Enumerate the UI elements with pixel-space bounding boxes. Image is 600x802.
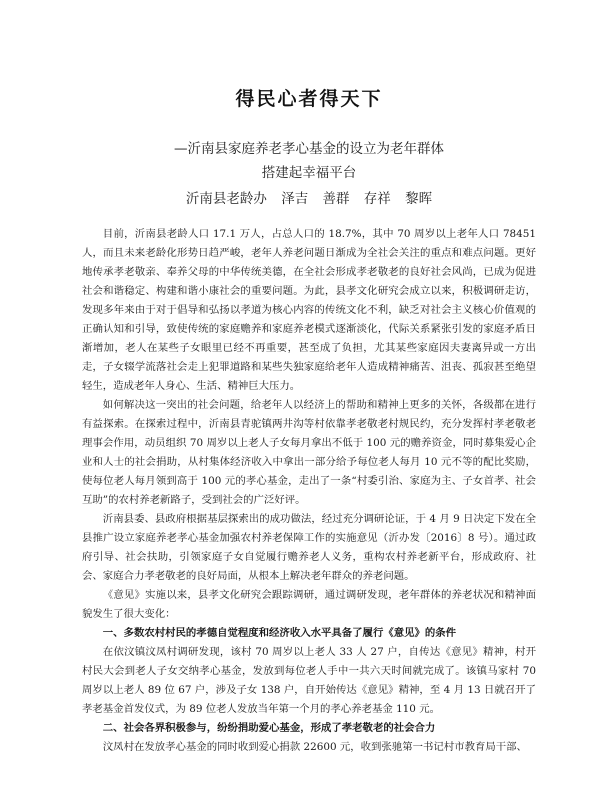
document-page bbox=[0, 84, 600, 802]
author-name: 存祥 bbox=[363, 191, 391, 207]
section-heading: 二、社会各界积极参与，纷纷捐助爱心基金，形成了孝老敬老的社会合力 bbox=[102, 722, 436, 734]
body-paragraph: 沂南县委、县政府根据基层探索出的成功做法，经过充分调研论证，于 4 月 9 日决定下发在全县推广设立家庭养老孝心基金加强农村养老保障工作的实施意见（沂办发〔2016〕8 号）。通过政府引导、社会扶助，引领家庭子女自觉履行赡养老人义务，重构农村养老新平台，形成政府、社会、家庭合力孝老敬老的良好局面，从根本上解决老年群众的养老问题。 bbox=[82, 513, 536, 582]
author-org: 沂南县老龄办 bbox=[185, 191, 267, 207]
body-paragraph: 汶凤村在发放孝心基金的同时收到爱心捐款 22600 元，收到张驰第一书记村市教育局干部、 bbox=[102, 741, 527, 753]
article-subtitle bbox=[82, 137, 536, 185]
body-paragraph: 在依汶镇汶凤村调研发现，该村 70 周岁以上老人 33 人 27 户，自传达《意见》精神，村开村民大会到老人子女交纳孝心基金，发放到每位老人手中一共六天时间就完成了。该镇马家村 70 周岁以上老人 89 位 67 户，涉及子女 138 户，自开始传达《意见》精神，至 4 月 13 日就召开了孝老基金首发仪式，为 89 位老人发放当年第一个月的孝心养老基金 110 元。 bbox=[82, 646, 536, 715]
author-name: 泽吉 bbox=[281, 191, 309, 207]
article-title: 得民心者得天下 bbox=[235, 88, 383, 110]
subtitle-line-1: —沂南县家庭养老孝心基金的设立为老年群体 bbox=[174, 141, 444, 157]
body-paragraph: 目前，沂南县老龄人口 17.1 万人，占总人口的 18.7%，其中 70 周岁以上老年人口 78451 人，而且未来老龄化形势日趋严峻，老年人养老问题日渐成为全社会关注的重点和难点问题。更好地传承孝老敬亲、奉养父母的中华传统美德，在全社会形成孝老敬老的良好社会风尚，已成为促进社会和谐稳定、构建和谐小康社会的重要问题。为此，县孝文化研究会成立以来，积极调研走访，发现多年来由于对于倡导和弘扬以孝道为核心内容的传统文化不利，缺乏对社会主义核心价值观的正确认知和引导，致使传统的家庭赡养和家庭养老模式逐渐淡化，代际关系紧张引发的家庭矛盾日渐增加，老人在某些子女眼里已经不再重要，甚至成了负担，尤其某些家庭因夫妻离异或一方出走，子女辍学流落社会走上犯罪道路和某些失独家庭给老年人造成精神痛苦、沮丧、孤寂甚至绝望轻生，造成老年人身心、生活、精神巨大压力。 bbox=[82, 228, 536, 392]
body-paragraph: 如何解决这一突出的社会问题，给老年人以经济上的帮助和精神上更多的关怀，各级都在进行有益探索。在探索过程中，沂南县青驼镇两井沟等村依靠孝老敬老村规民约，充分发挥村孝老敬老理事会作用，动员组织 70 周岁以上老人子女每月拿出不低于 100 元的赡养资金，同时募集爱心企业和人士的社会捐助，从村集体经济收入中拿出一部分给予每位老人每月 10 元不等的配比奖励，使每位老人每月领到高于 100 元的孝心基金，走出了一条“村委引治、家庭为主、子女首孝、社会互助”的农村养老新路子，受到社会的广泛好评。 bbox=[82, 399, 536, 506]
author-name: 黎晖 bbox=[405, 191, 433, 207]
author-name: 善群 bbox=[322, 191, 350, 207]
body-paragraph: 《意见》实施以来，县孝文化研究会跟踪调研，通过调研发现，老年群体的养老状况和精神面貌发生了很大变化： bbox=[82, 589, 536, 620]
article-body bbox=[82, 225, 536, 757]
subtitle-line-2: 搭建起幸福平台 bbox=[261, 165, 357, 181]
section-heading: 一、多数农村村民的孝德自觉程度和经济收入水平具备了履行《意见》的条件 bbox=[102, 627, 457, 639]
author-byline bbox=[82, 187, 536, 211]
